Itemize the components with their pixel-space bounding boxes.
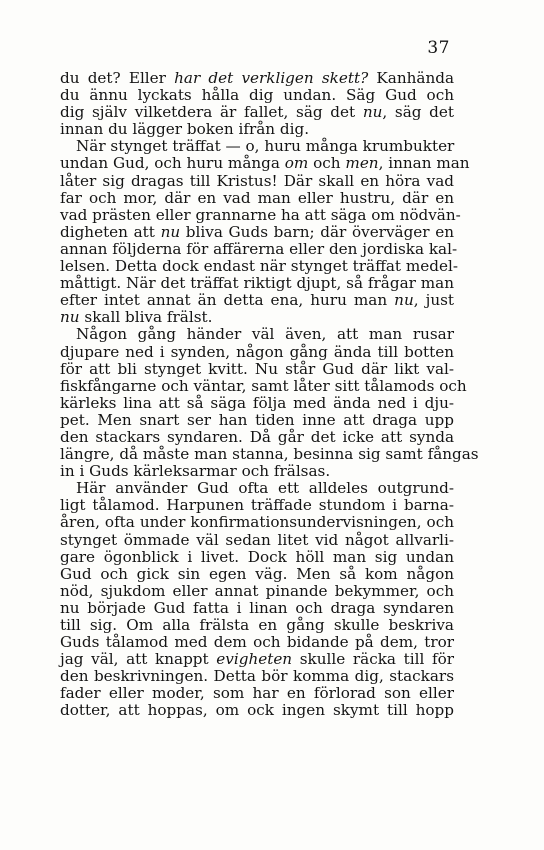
text-line: den stackars syndaren. Då går det icke att synda (60, 427, 454, 446)
text-line: jag väl, att knappt evigheten skulle räcka till för (60, 650, 454, 669)
text-line: Här använder Gud ofta ett alldeles outgrund- (76, 479, 454, 498)
emphasis: nu (394, 291, 414, 310)
text-line: dotter, att hoppas, om ock ingen skymt till hopp (60, 701, 454, 720)
text-line: nu började Gud fatta i linan och draga syndaren (60, 598, 454, 617)
text-line: annan följderna för affärerna eller den jordiska kal- (60, 239, 458, 258)
text-line: den beskrivningen. Detta bör komma dig, stackars (60, 667, 454, 686)
text-line: längre, då måste man stanna, besinna sig samt fångas (60, 445, 479, 464)
text-line: nöd, sjukdom eller annat pinande bekymmer, och (60, 581, 454, 600)
page-number: 37 (427, 38, 450, 58)
text-line: digheten att nu bliva Guds barn; där överväger en (60, 222, 454, 241)
text-line: åren, ofta under konfirmationsundervisningen, och (60, 513, 454, 532)
text-line: du ännu lyckats hålla dig undan. Säg Gud och (60, 86, 454, 105)
emphasis: om (284, 154, 309, 173)
text-line: dig själv vilketdera är fallet, säg det nu, säg det (60, 103, 454, 122)
text-line: ligt tålamod. Harpunen träffade stundom i barna- (60, 496, 454, 515)
text-line: måttigt. När det träffat riktigt djupt, så frågar man (60, 274, 454, 293)
text-line: efter intet annat än detta ena, huru man nu, just (60, 291, 455, 310)
text-line: Guds tålamod med dem och bidande på dem, tror (60, 633, 454, 652)
text-line: fiskfångarne och väntar, samt låter sitt tålamods och (60, 376, 467, 395)
text-line: Någon gång händer väl även, att man rusar (76, 325, 454, 344)
text-line: kärleks lina att så säga följa med ända ned i dju- (60, 393, 454, 412)
text-line: pet. Men snart ser han tiden inne att draga upp (60, 410, 454, 429)
text-line: far och mor, där en vad man eller hustru, där en (60, 188, 454, 207)
text-line: När stynget träffat — o, huru många krumbukter (76, 137, 455, 156)
text-line: för att bli stynget kvitt. Nu står Gud där likt val- (60, 359, 454, 378)
text-line: Gud och gick sin egen väg. Men så kom någon (60, 564, 454, 583)
text-line: nu skall bliva frälst. (60, 308, 213, 327)
text-line: vad prästen eller grannarne ha att säga om nödvän- (60, 205, 461, 224)
emphasis: nu (362, 103, 383, 122)
text-line: till sig. Om alla frälsta en gång skulle beskriva (60, 616, 454, 634)
text-line: lelsen. Detta dock endast när stynget träffat medel- (60, 257, 458, 276)
emphasis: nu (160, 222, 181, 241)
emphasis: har det verkligen skett? (174, 69, 369, 87)
text-line: innan du lägger boken ifrån dig. (60, 120, 310, 139)
emphasis: nu (60, 308, 80, 327)
text-line: djupare ned i synden, någon gång ända till botten (60, 342, 454, 361)
page-body (60, 69, 479, 720)
text-line: fader eller moder, som har en förlorad son eller (60, 684, 454, 703)
text-line: du det? Eller har det verkligen skett? Kanhända (60, 69, 454, 87)
emphasis: evigheten (216, 650, 293, 669)
text-line: in i Guds kärleksarmar och frälsas. (60, 462, 331, 481)
text-line: gare ögonblick i livet. Dock höll man sig undan (60, 547, 454, 566)
text-line: undan Gud, och huru många om och men, innan man (60, 154, 470, 173)
text-line: låter sig dragas till Kristus! Där skall en höra vad (60, 171, 454, 190)
text-line: stynget ömmade väl sedan litet vid något allvarli- (60, 530, 454, 549)
emphasis: men (345, 154, 379, 173)
